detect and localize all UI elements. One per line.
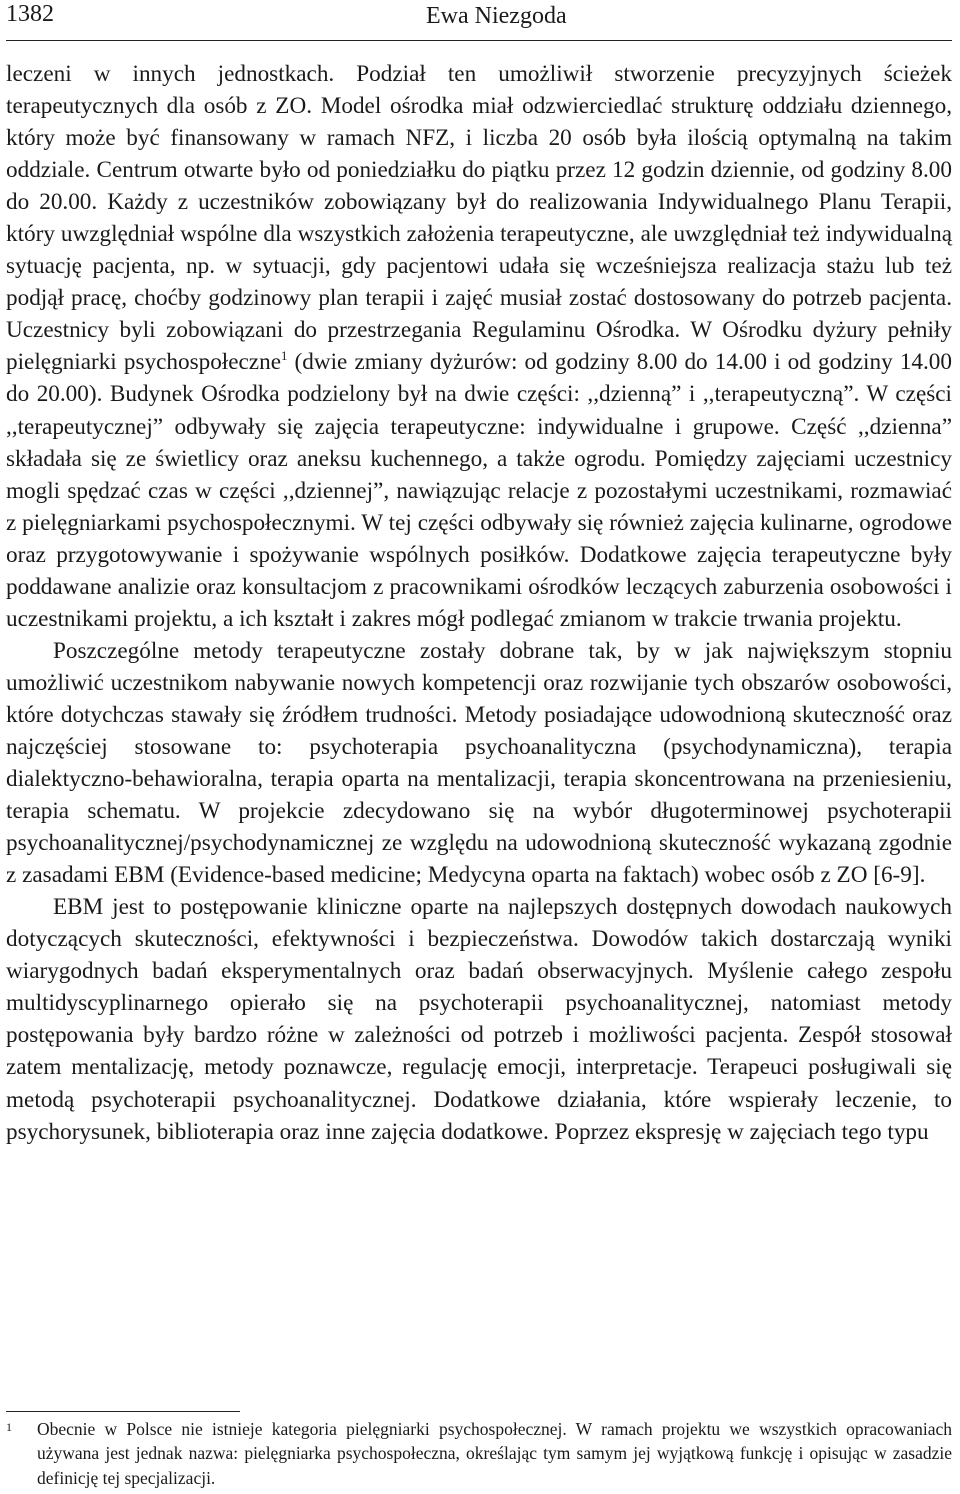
paragraph-3: EBM jest to postępowanie kliniczne oparte na najlepszych dostępnych dowodach naukowych dotyczących skuteczności, efektywności i bezpieczeństwa. Dowodów takich dostarczają wyniki wiarygodnych badań eksperymentalnych oraz badań obserwacyjnych. Myślenie całego zespołu multidyscyplinarnego opierało się na psychoterapii psychoanalitycznej, natomiast metody postępowania były bardzo różne w zależności od potrzeb i możliwości pacjenta. Zespół stosował zatem mentalizację, metody poznawcze, regulację emocji, interpretacje. Terapeuci posługiwali się metodą psychoterapii psychoanalitycznej. Dodatkowe działania, które wspierały leczenie, to psychorysunek, biblioterapia oraz inne zajęcia dodatkowe. Poprzez ekspresję w zajęciach tego typu <box>6 894 952 1145</box>
footnote-separator <box>6 1411 240 1412</box>
page-number: 1382 <box>6 1 54 27</box>
running-head-author: Ewa Niezgoda <box>426 3 567 29</box>
paragraph-2: Poszczególne metody terapeutyczne zostały dobrane tak, by w jak największym stopniu umożliwić uczestnikom nabywanie nowych kompetencji oraz rozwijanie tych obszarów osobowości, które dotychczas stawały się źródłem trudności. Metody posiadające udowodnioną skuteczność oraz najczęściej stosowane to: psychoterapia psychoanalityczna (psychodynamiczna), terapia dialektyczno-behawioralna, terapia oparta na mentalizacji, terapia skoncentrowana na przeniesieniu, terapia schematu. W projekcie zdecydowano się na wybór długoterminowej psychoterapii psychoanalitycznej/psychodynamicznej ze względu na udowodnioną skuteczność wykazaną zgodnie z zasadami EBM (Evidence-based medicine; Medycyna oparta na faktach) wobec osób z ZO [6-9]. <box>6 637 952 889</box>
footnote-reference: 1 <box>281 349 288 364</box>
footnote-number: 1 <box>6 1420 12 1434</box>
header-rule <box>6 40 952 41</box>
footnote-text: Obecnie w Polsce nie istnieje kategoria pielęgniarki psychospołecznej. W ramach projektu we wszystkich opracowaniach używana jest jednak nazwa: pielęgniarka psychospołeczna, określając tym samym jej wyjątkową funkcję i opisując w zasadzie definicję tej specjalizacji. <box>37 1419 952 1488</box>
footnote <box>6 1417 952 1490</box>
paragraph-1-text: leczeni w innych jednostkach. Podział ten umożliwił stworzenie precyzyjnych ścieżek terapeutycznych dla osób z ZO. Model ośrodka miał odzwierciedlać strukturę oddziału dziennego, który może być finansowany w ramach NFZ, i liczba 20 osób była ilością optymalną na takim oddziale. Centrum otwarte było od poniedziałku do piątku przez 12 godzin dziennie, od godziny 8.00 do 20.00. Każdy z uczestników zobowiązany był do realizowania Indywidualnego Planu Terapii, który uwzględniał wspólne dla wszystkich założenia terapeutyczne, ale uwzględniał też indywidualną sytuację pacjenta, np. w sytuacji, gdy pacjentowi udała się wcześniejsza realizacja stażu lub też podjął pracę, choćby godzinowy plan terapii i zajęć musiał zostać dostosowany do potrzeb pacjenta. Uczestnicy byli zobowiązani do przestrzegania Regulaminu Ośrodka. W Ośrodku dyżury pełniły pielęgniarki psychospołeczne <box>6 61 952 376</box>
paragraph-1 <box>6 58 952 635</box>
paragraph-1-continuation: (dwie zmiany dyżurów: od godziny 8.00 do 14.00 i od godziny 14.00 do 20.00). Budynek Ośrodka podzielony był na dwie części: ,,dzienną” i ,,terapeutyczną”. W części ,,terapeutycznej” odbywały się zajęcia terapeutyczne: indywidualne i grupowe. Część ,,dzienna” składała się ze świetlicy oraz aneksu kuchennego, a także ogrodu. Pomiędzy zajęciami uczestnicy mogli spędzać czas w części ,,dziennej”, nawiązując relacje z pozostałymi uczestnikami, rozmawiać z pielęgniarkami psychospołecznymi. W tej części odbywały się również zajęcia kulinarne, ogrodowe oraz przygotowywanie i spożywanie wspólnych posiłków. Dodatkowe zajęcia terapeutyczne były poddawane analizie oraz konsultacjom z pracownikami ośrodków leczących zaburzenia osobowości i uczestnikami projektu, a ich kształt i zakres mógł podlegać zmianom w trakcie trwania projektu. <box>6 349 952 632</box>
page-header <box>6 0 952 40</box>
main-text <box>6 58 952 1148</box>
